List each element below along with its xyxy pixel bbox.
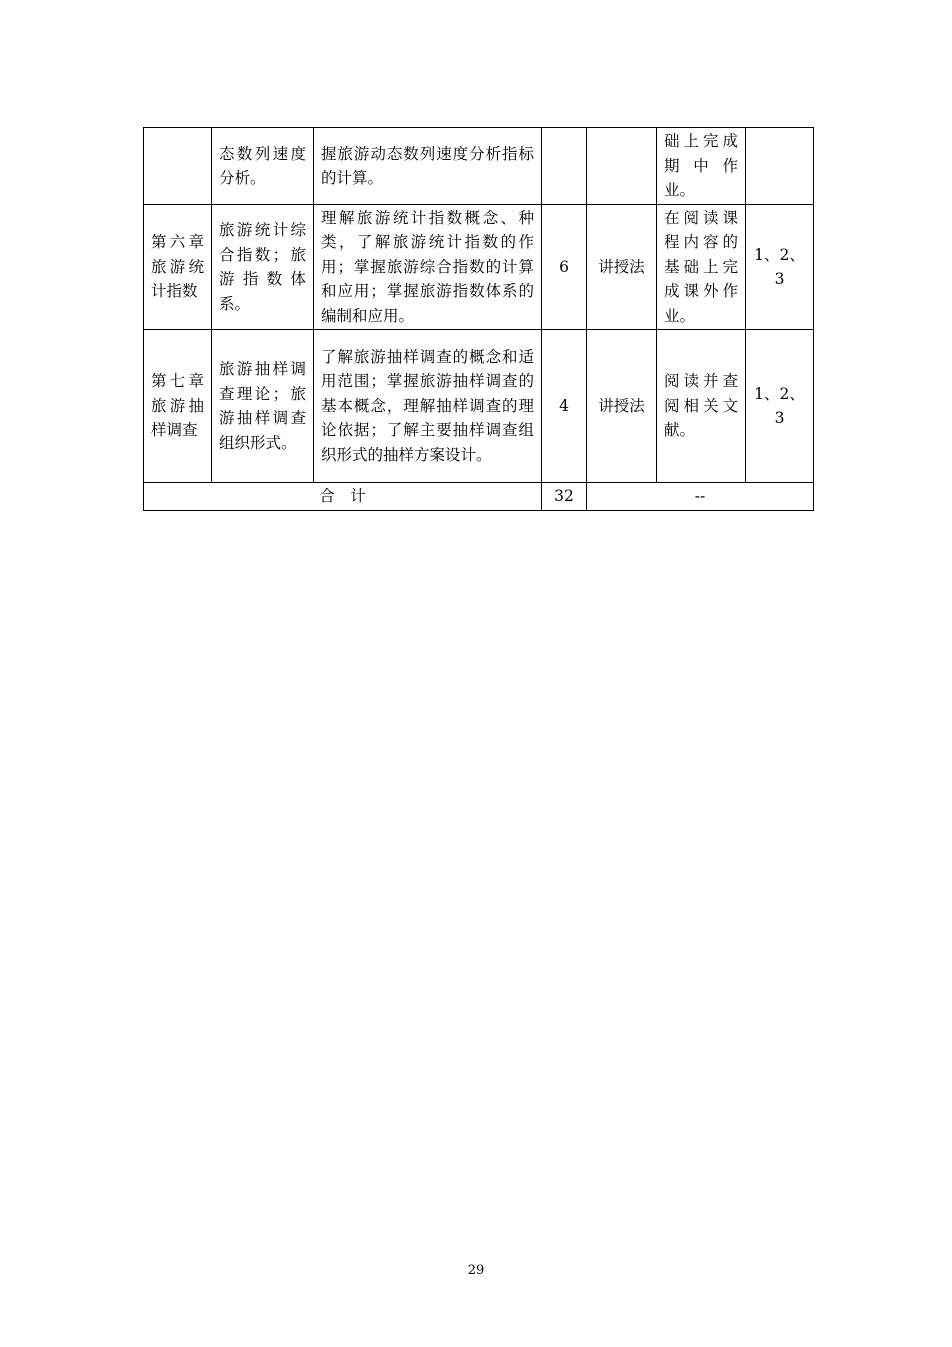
references-cell: 1、2、3 (746, 330, 814, 483)
objectives-cell: 握旅游动态数列速度分析指标的计算。 (314, 128, 542, 205)
page-number: 29 (467, 1263, 485, 1278)
references-cell: 1、2、3 (746, 205, 814, 330)
table-row-total (144, 483, 814, 511)
assignment-cell: 在阅读课程内容的基础上完成课外作业。 (657, 205, 746, 330)
references-cell (746, 128, 814, 205)
key-points-cell: 旅游抽样调查理论；旅游抽样调查组织形式。 (212, 330, 314, 483)
objectives-cell: 理解旅游统计指数概念、种类，了解旅游统计指数的作用；掌握旅游综合指数的计算和应用；掌握旅游指数体系的编制和应用。 (314, 205, 542, 330)
table-row-chapter-7 (144, 330, 814, 483)
objectives-cell: 了解旅游抽样调查的概念和适用范围；掌握旅游抽样调查的基本概念，理解抽样调查的理论依据；了解主要抽样调查组织形式的抽样方案设计。 (314, 330, 542, 483)
table-row-continued (144, 128, 814, 205)
course-schedule-table (143, 127, 814, 511)
assignment-cell: 阅读并查阅相关文献。 (657, 330, 746, 483)
total-label-cell: 合 计 (144, 483, 542, 511)
chapter-cell: 第六章旅游统计指数 (144, 205, 212, 330)
hours-cell: 4 (542, 330, 587, 483)
key-points-cell: 旅游统计综合指数；旅游指数体系。 (212, 205, 314, 330)
method-cell (587, 128, 657, 205)
hours-cell (542, 128, 587, 205)
table-row-chapter-6 (144, 205, 814, 330)
total-rest-cell: -- (587, 483, 814, 511)
assignment-cell: 础上完成期中作业。 (657, 128, 746, 205)
key-points-cell: 态数列速度分析。 (212, 128, 314, 205)
chapter-cell (144, 128, 212, 205)
method-cell: 讲授法 (587, 205, 657, 330)
hours-cell: 6 (542, 205, 587, 330)
method-cell: 讲授法 (587, 330, 657, 483)
total-hours-cell: 32 (542, 483, 587, 511)
chapter-cell: 第七章旅游抽样调查 (144, 330, 212, 483)
